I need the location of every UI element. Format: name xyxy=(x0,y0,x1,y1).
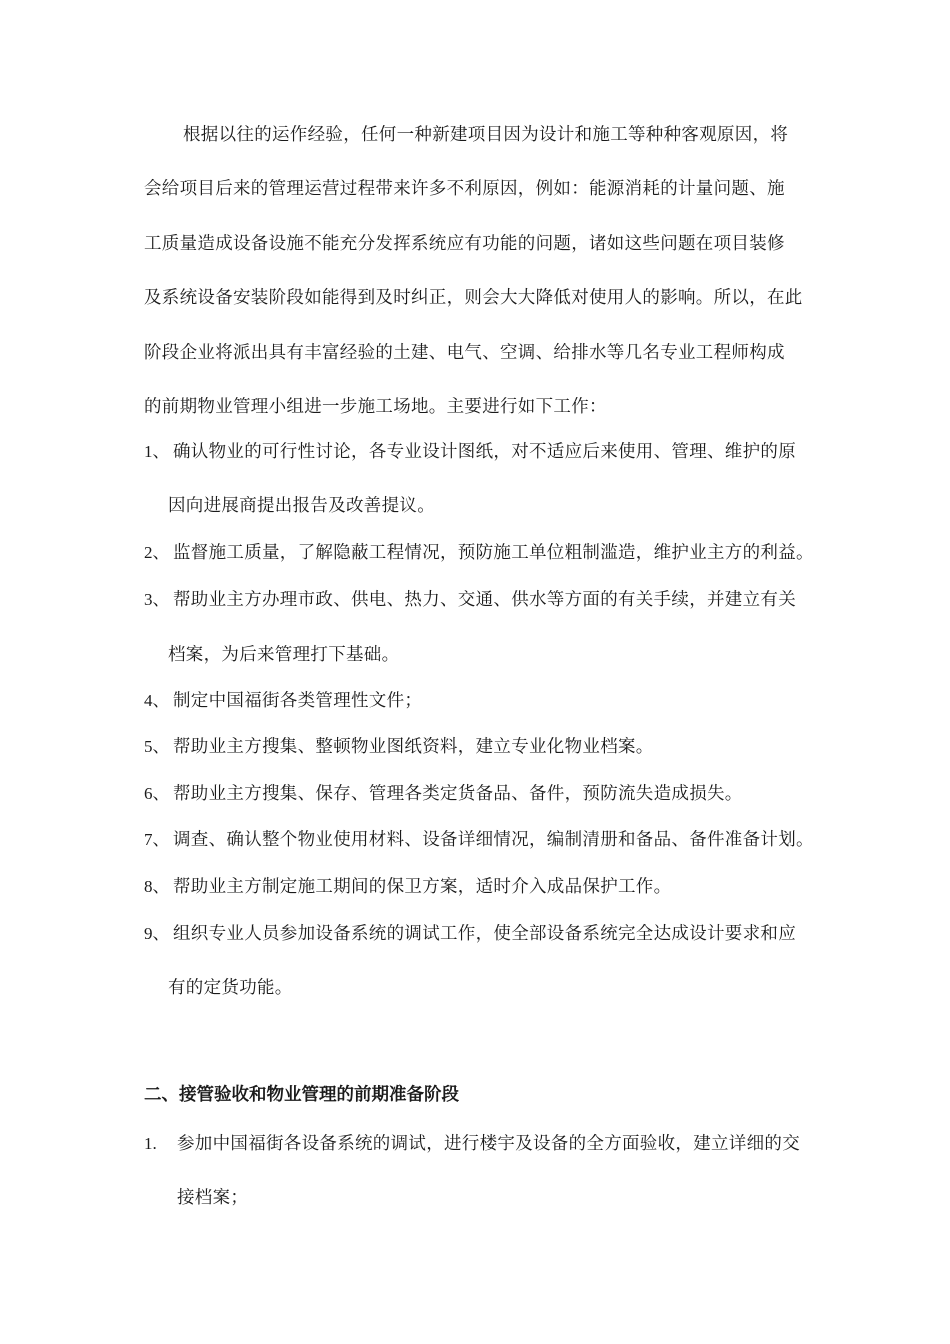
list-item-text: 监督施工质量，了解隐蔽工程情况，预防施工单位粗制滥造，维护业主方的利益。 xyxy=(173,543,814,563)
list-item-text: 参加中国福街各设备系统的调试，进行楼宇及设备的全方面验收，建立详细的交 xyxy=(177,1134,800,1154)
list-item-continuation: 有的定货功能。 xyxy=(168,978,293,998)
list-item-number: 3、 xyxy=(144,590,170,609)
list-item-number: 6、 xyxy=(144,784,170,803)
list-item-number: 9、 xyxy=(144,924,170,943)
list-item-text: 帮助业主方办理市政、供电、热力、交通、供水等方面的有关手续，并建立有关 xyxy=(173,590,796,610)
list-item-continuation: 因向进展商提出报告及改善提议。 xyxy=(168,496,435,516)
list-item-text: 帮助业主方制定施工期间的保卫方案，适时介入成品保护工作。 xyxy=(173,877,672,897)
paragraph-line: 的前期物业管理小组进一步施工场地。主要进行如下工作： xyxy=(144,397,607,417)
list-item-text: 调查、确认整个物业使用材料、设备详细情况，编制清册和备品、备件准备计划。 xyxy=(173,830,814,850)
list-item-number: 7、 xyxy=(144,830,170,849)
paragraph-line: 工质量造成设备设施不能充分发挥系统应有功能的问题，诸如这些问题在项目装修 xyxy=(144,234,785,254)
list-item-continuation: 接档案； xyxy=(177,1188,249,1208)
list-item-text: 制定中国福街各类管理性文件； xyxy=(173,691,423,711)
list-item-text: 帮助业主方搜集、整顿物业图纸资料，建立专业化物业档案。 xyxy=(173,737,654,757)
list-item-text: 组织专业人员参加设备系统的调试工作，使全部设备系统完全达成设计要求和应 xyxy=(173,924,796,944)
list-item-number: 8、 xyxy=(144,877,170,896)
list-item-number: 5、 xyxy=(144,737,170,756)
paragraph-line: 及系统设备安装阶段如能得到及时纠正，则会大大降低对使用人的影响。所以，在此 xyxy=(144,288,803,308)
list-item-text: 帮助业主方搜集、保存、管理各类定货备品、备件，预防流失造成损失。 xyxy=(173,784,743,804)
list-item-number: 2、 xyxy=(144,543,170,562)
list-item-continuation: 档案，为后来管理打下基础。 xyxy=(168,645,400,665)
list-item-number: 1、 xyxy=(144,442,170,461)
section-heading: 二、接管验收和物业管理的前期准备阶段 xyxy=(144,1085,459,1105)
paragraph-line: 阶段企业将派出具有丰富经验的土建、电气、空调、给排水等几名专业工程师构成 xyxy=(144,343,785,363)
paragraph-line: 会给项目后来的管理运营过程带来许多不利原因，例如：能源消耗的计量问题、施 xyxy=(144,179,785,199)
list-item-number: 1. xyxy=(144,1134,157,1153)
list-item-text: 确认物业的可行性讨论，各专业设计图纸，对不适应后来使用、管理、维护的原 xyxy=(173,442,796,462)
list-item-number: 4、 xyxy=(144,691,170,710)
paragraph-line: 根据以往的运作经验，任何一种新建项目因为设计和施工等种种客观原因，将 xyxy=(183,125,789,145)
